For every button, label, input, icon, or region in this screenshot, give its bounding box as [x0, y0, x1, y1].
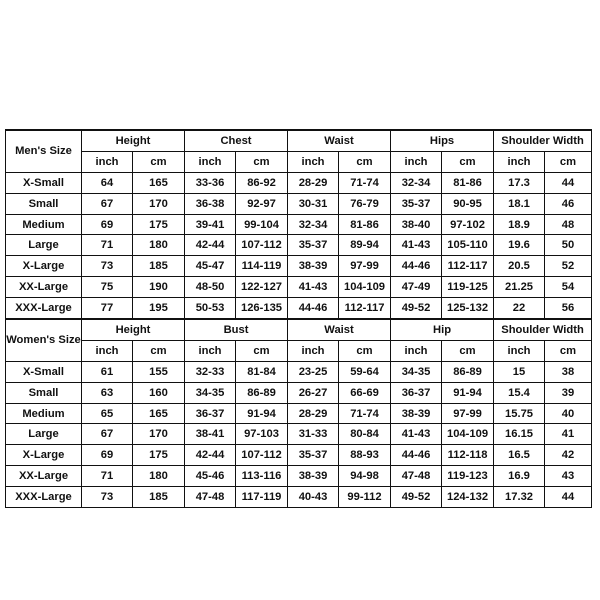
size-label: Small [6, 193, 82, 214]
measurement-cell: 165 [133, 172, 185, 193]
size-label: X-Large [6, 256, 82, 277]
measurement-cell: 30-31 [288, 193, 339, 214]
measurement-cell: 34-35 [391, 361, 442, 382]
size-chart-body [6, 130, 592, 508]
measurement-cell: 104-109 [442, 424, 494, 445]
unit-label: inch [494, 151, 545, 172]
unit-label: cm [339, 340, 391, 361]
measurement-cell: 90-95 [442, 193, 494, 214]
measurement-cell: 66-69 [339, 382, 391, 403]
women-group-waist: Waist [288, 319, 391, 340]
measurement-cell: 16.9 [494, 466, 545, 487]
measurement-cell: 81-86 [339, 214, 391, 235]
unit-label: inch [494, 340, 545, 361]
measurement-cell: 38-39 [288, 256, 339, 277]
measurement-cell: 112-118 [442, 445, 494, 466]
measurement-cell: 36-37 [185, 403, 236, 424]
measurement-cell: 71-74 [339, 172, 391, 193]
measurement-cell: 38-39 [288, 466, 339, 487]
measurement-cell: 45-47 [185, 256, 236, 277]
measurement-cell: 56 [545, 298, 592, 319]
measurement-cell: 50 [545, 235, 592, 256]
measurement-cell: 185 [133, 487, 185, 508]
measurement-cell: 38-39 [391, 403, 442, 424]
measurement-cell: 44-46 [288, 298, 339, 319]
measurement-cell: 119-123 [442, 466, 494, 487]
measurement-cell: 28-29 [288, 403, 339, 424]
measurement-cell: 81-84 [236, 361, 288, 382]
measurement-cell: 94-98 [339, 466, 391, 487]
measurement-cell: 15.4 [494, 382, 545, 403]
size-label: Small [6, 382, 82, 403]
unit-label: cm [545, 151, 592, 172]
measurement-cell: 75 [82, 277, 133, 298]
measurement-cell: 59-64 [339, 361, 391, 382]
measurement-cell: 44 [545, 487, 592, 508]
measurement-cell: 97-99 [339, 256, 391, 277]
measurement-cell: 165 [133, 403, 185, 424]
measurement-cell: 175 [133, 445, 185, 466]
measurement-cell: 49-52 [391, 298, 442, 319]
men-header-row [6, 130, 592, 151]
measurement-cell: 39 [545, 382, 592, 403]
measurement-cell: 48-50 [185, 277, 236, 298]
measurement-cell: 19.6 [494, 235, 545, 256]
measurement-cell: 69 [82, 214, 133, 235]
measurement-cell: 99-112 [339, 487, 391, 508]
measurement-cell: 170 [133, 424, 185, 445]
size-label: X-Small [6, 172, 82, 193]
measurement-cell: 47-49 [391, 277, 442, 298]
measurement-cell: 33-36 [185, 172, 236, 193]
table-row [6, 298, 592, 319]
measurement-cell: 17.3 [494, 172, 545, 193]
measurement-cell: 48 [545, 214, 592, 235]
unit-label: cm [133, 151, 185, 172]
measurement-cell: 44 [545, 172, 592, 193]
men-group-shoulder-width: Shoulder Width [494, 130, 592, 151]
measurement-cell: 41-43 [288, 277, 339, 298]
unit-label: cm [236, 151, 288, 172]
women-section-title: Women's Size [6, 319, 82, 361]
measurement-cell: 35-37 [288, 445, 339, 466]
table-row [6, 256, 592, 277]
measurement-cell: 15 [494, 361, 545, 382]
men-group-waist: Waist [288, 130, 391, 151]
measurement-cell: 50-53 [185, 298, 236, 319]
measurement-cell: 38-40 [391, 214, 442, 235]
unit-label: inch [391, 151, 442, 172]
size-label: X-Small [6, 361, 82, 382]
unit-label: cm [442, 151, 494, 172]
measurement-cell: 20.5 [494, 256, 545, 277]
measurement-cell: 47-48 [185, 487, 236, 508]
measurement-cell: 36-37 [391, 382, 442, 403]
measurement-cell: 113-116 [236, 466, 288, 487]
measurement-cell: 42-44 [185, 235, 236, 256]
measurement-cell: 77 [82, 298, 133, 319]
size-label: XX-Large [6, 466, 82, 487]
measurement-cell: 32-33 [185, 361, 236, 382]
measurement-cell: 54 [545, 277, 592, 298]
measurement-cell: 43 [545, 466, 592, 487]
women-group-shoulder-width: Shoulder Width [494, 319, 592, 340]
measurement-cell: 38-41 [185, 424, 236, 445]
measurement-cell: 67 [82, 193, 133, 214]
unit-label: inch [391, 340, 442, 361]
table-row [6, 172, 592, 193]
measurement-cell: 86-89 [442, 361, 494, 382]
measurement-cell: 49-52 [391, 487, 442, 508]
table-row [6, 382, 592, 403]
unit-label: cm [339, 151, 391, 172]
measurement-cell: 125-132 [442, 298, 494, 319]
men-group-chest: Chest [185, 130, 288, 151]
women-group-height: Height [82, 319, 185, 340]
unit-label: cm [133, 340, 185, 361]
measurement-cell: 44-46 [391, 256, 442, 277]
measurement-cell: 71-74 [339, 403, 391, 424]
measurement-cell: 105-110 [442, 235, 494, 256]
measurement-cell: 76-79 [339, 193, 391, 214]
table-row [6, 445, 592, 466]
measurement-cell: 44-46 [391, 445, 442, 466]
table-row [6, 487, 592, 508]
measurement-cell: 117-119 [236, 487, 288, 508]
measurement-cell: 17.32 [494, 487, 545, 508]
measurement-cell: 124-132 [442, 487, 494, 508]
measurement-cell: 23-25 [288, 361, 339, 382]
measurement-cell: 180 [133, 235, 185, 256]
unit-label: inch [82, 340, 133, 361]
measurement-cell: 81-86 [442, 172, 494, 193]
measurement-cell: 91-94 [236, 403, 288, 424]
measurement-cell: 107-112 [236, 445, 288, 466]
measurement-cell: 42-44 [185, 445, 236, 466]
measurement-cell: 52 [545, 256, 592, 277]
measurement-cell: 40 [545, 403, 592, 424]
unit-label: cm [442, 340, 494, 361]
table-row [6, 193, 592, 214]
measurement-cell: 71 [82, 466, 133, 487]
measurement-cell: 67 [82, 424, 133, 445]
measurement-cell: 112-117 [442, 256, 494, 277]
measurement-cell: 42 [545, 445, 592, 466]
table-row [6, 466, 592, 487]
measurement-cell: 35-37 [391, 193, 442, 214]
measurement-cell: 41-43 [391, 424, 442, 445]
measurement-cell: 89-94 [339, 235, 391, 256]
unit-label: inch [185, 340, 236, 361]
measurement-cell: 45-46 [185, 466, 236, 487]
measurement-cell: 114-119 [236, 256, 288, 277]
measurement-cell: 28-29 [288, 172, 339, 193]
measurement-cell: 15.75 [494, 403, 545, 424]
women-group-hip: Hip [391, 319, 494, 340]
size-label: Medium [6, 214, 82, 235]
measurement-cell: 160 [133, 382, 185, 403]
women-units-row [6, 340, 592, 361]
men-section-title: Men's Size [6, 130, 82, 172]
table-row [6, 361, 592, 382]
measurement-cell: 69 [82, 445, 133, 466]
measurement-cell: 34-35 [185, 382, 236, 403]
size-chart-table [5, 129, 592, 508]
measurement-cell: 32-34 [288, 214, 339, 235]
measurement-cell: 122-127 [236, 277, 288, 298]
size-label: X-Large [6, 445, 82, 466]
size-label: XX-Large [6, 277, 82, 298]
measurement-cell: 16.15 [494, 424, 545, 445]
measurement-cell: 63 [82, 382, 133, 403]
measurement-cell: 80-84 [339, 424, 391, 445]
men-units-row [6, 151, 592, 172]
measurement-cell: 88-93 [339, 445, 391, 466]
measurement-cell: 65 [82, 403, 133, 424]
measurement-cell: 41 [545, 424, 592, 445]
unit-label: inch [288, 151, 339, 172]
unit-label: cm [236, 340, 288, 361]
measurement-cell: 41-43 [391, 235, 442, 256]
measurement-cell: 22 [494, 298, 545, 319]
unit-label: cm [545, 340, 592, 361]
measurement-cell: 97-102 [442, 214, 494, 235]
measurement-cell: 92-97 [236, 193, 288, 214]
measurement-cell: 86-89 [236, 382, 288, 403]
measurement-cell: 31-33 [288, 424, 339, 445]
measurement-cell: 185 [133, 256, 185, 277]
measurement-cell: 170 [133, 193, 185, 214]
size-label: XXX-Large [6, 298, 82, 319]
measurement-cell: 26-27 [288, 382, 339, 403]
table-row [6, 235, 592, 256]
measurement-cell: 64 [82, 172, 133, 193]
measurement-cell: 97-99 [442, 403, 494, 424]
measurement-cell: 35-37 [288, 235, 339, 256]
measurement-cell: 32-34 [391, 172, 442, 193]
unit-label: inch [185, 151, 236, 172]
measurement-cell: 16.5 [494, 445, 545, 466]
measurement-cell: 21.25 [494, 277, 545, 298]
measurement-cell: 119-125 [442, 277, 494, 298]
measurement-cell: 99-104 [236, 214, 288, 235]
measurement-cell: 91-94 [442, 382, 494, 403]
measurement-cell: 104-109 [339, 277, 391, 298]
size-label: XXX-Large [6, 487, 82, 508]
measurement-cell: 126-135 [236, 298, 288, 319]
measurement-cell: 97-103 [236, 424, 288, 445]
table-row [6, 403, 592, 424]
unit-label: inch [82, 151, 133, 172]
measurement-cell: 107-112 [236, 235, 288, 256]
measurement-cell: 112-117 [339, 298, 391, 319]
measurement-cell: 155 [133, 361, 185, 382]
men-group-height: Height [82, 130, 185, 151]
measurement-cell: 73 [82, 256, 133, 277]
table-row [6, 424, 592, 445]
measurement-cell: 61 [82, 361, 133, 382]
measurement-cell: 18.9 [494, 214, 545, 235]
women-header-row [6, 319, 592, 340]
measurement-cell: 86-92 [236, 172, 288, 193]
measurement-cell: 18.1 [494, 193, 545, 214]
measurement-cell: 190 [133, 277, 185, 298]
measurement-cell: 46 [545, 193, 592, 214]
measurement-cell: 36-38 [185, 193, 236, 214]
measurement-cell: 73 [82, 487, 133, 508]
size-label: Large [6, 424, 82, 445]
measurement-cell: 195 [133, 298, 185, 319]
table-row [6, 277, 592, 298]
measurement-cell: 38 [545, 361, 592, 382]
unit-label: inch [288, 340, 339, 361]
measurement-cell: 40-43 [288, 487, 339, 508]
table-row [6, 214, 592, 235]
measurement-cell: 175 [133, 214, 185, 235]
measurement-cell: 180 [133, 466, 185, 487]
men-group-hips: Hips [391, 130, 494, 151]
measurement-cell: 71 [82, 235, 133, 256]
size-label: Medium [6, 403, 82, 424]
size-label: Large [6, 235, 82, 256]
women-group-bust: Bust [185, 319, 288, 340]
measurement-cell: 47-48 [391, 466, 442, 487]
measurement-cell: 39-41 [185, 214, 236, 235]
